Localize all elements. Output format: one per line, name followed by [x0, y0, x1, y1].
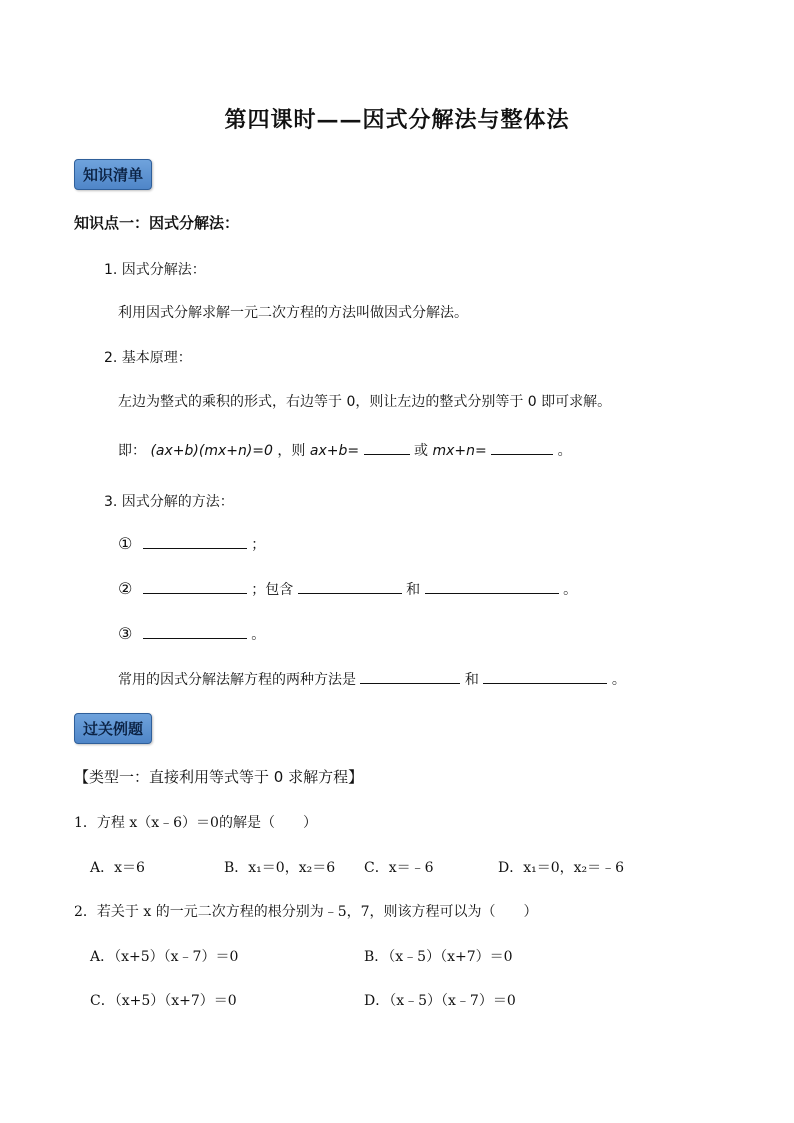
- formula-left-expr: ax+b=: [309, 443, 360, 459]
- method-3-mark: ③: [118, 624, 133, 643]
- item3-label: 3. 因式分解的方法：: [104, 494, 234, 510]
- method-2-blank[interactable]: [143, 579, 247, 594]
- q2-option-d[interactable]: D．（x﹣5）（x﹣7）＝0: [364, 993, 516, 1009]
- section-badge-examples: 过关例题: [74, 713, 152, 744]
- q1-option-b[interactable]: B．x₁＝0，x₂＝6: [224, 860, 336, 876]
- answer-blank-2[interactable]: [491, 440, 553, 455]
- common-blank-1[interactable]: [360, 669, 460, 684]
- method-2-and: 和: [406, 582, 421, 598]
- formula-line: [118, 440, 572, 460]
- item1-text: 利用因式分解求解一元二次方程的方法叫做因式分解法。: [118, 305, 468, 321]
- common-end: 。: [611, 672, 626, 688]
- formula-prefix: 即：: [118, 443, 146, 459]
- q2-option-a[interactable]: A．（x+5）（x﹣7）＝0: [90, 949, 239, 965]
- method-2-end: 。: [563, 582, 578, 598]
- formula-mid: ，则: [277, 443, 306, 459]
- method-1-blank[interactable]: [143, 534, 247, 549]
- answer-blank-1[interactable]: [364, 440, 410, 455]
- method-2-sep: ；包含: [251, 582, 294, 598]
- q1-stem: 1．方程 x（x﹣6）＝0的解是（ ）: [74, 815, 317, 831]
- common-methods-line: [118, 669, 626, 689]
- common-prefix: 常用的因式分解法解方程的两种方法是: [118, 672, 356, 688]
- method-1-end: ；: [251, 537, 266, 553]
- item2-label: 2. 基本原理：: [104, 350, 192, 366]
- formula-or: 或: [413, 443, 428, 459]
- common-blank-2[interactable]: [483, 669, 607, 684]
- section-badge-knowledge: 知识清单: [74, 159, 152, 190]
- formula-right-expr: mx+n=: [432, 443, 487, 459]
- point1-heading: 知识点一：因式分解法：: [74, 214, 240, 232]
- type1-heading: 【类型一：直接利用等式等于 0 求解方程】: [74, 768, 364, 786]
- method-2-blank-a[interactable]: [298, 579, 402, 594]
- method-1-mark: ①: [118, 534, 133, 553]
- page-title: 第四课时——因式分解法与整体法: [224, 107, 570, 133]
- method-3-blank[interactable]: [143, 624, 247, 639]
- method-2-mark: ②: [118, 579, 133, 598]
- formula-equation: (ax+b)(mx+n)=0: [150, 443, 273, 459]
- method-2-blank-b[interactable]: [425, 579, 559, 594]
- q2-stem: 2．若关于 x 的一元二次方程的根分别为﹣5，7，则该方程可以为（ ）: [74, 904, 538, 920]
- method-3: [118, 624, 265, 644]
- item1-label: 1. 因式分解法：: [104, 262, 206, 278]
- item2-text: 左边为整式的乘积的形式，右边等于 0，则让左边的整式分别等于 0 即可求解。: [118, 394, 612, 410]
- method-2: [118, 579, 577, 599]
- q2-option-b[interactable]: B．（x﹣5）（x+7）＝0: [364, 949, 513, 965]
- method-1: [118, 534, 265, 554]
- q1-option-c[interactable]: C．x＝﹣6: [364, 860, 434, 876]
- formula-end: 。: [557, 443, 572, 459]
- q1-option-d[interactable]: D．x₁＝0，x₂＝﹣6: [498, 860, 625, 876]
- q1-option-a[interactable]: A．x＝6: [90, 860, 145, 876]
- common-and: 和: [464, 672, 479, 688]
- q2-option-c[interactable]: C．（x+5）（x+7）＝0: [90, 993, 237, 1009]
- method-3-end: 。: [251, 627, 266, 643]
